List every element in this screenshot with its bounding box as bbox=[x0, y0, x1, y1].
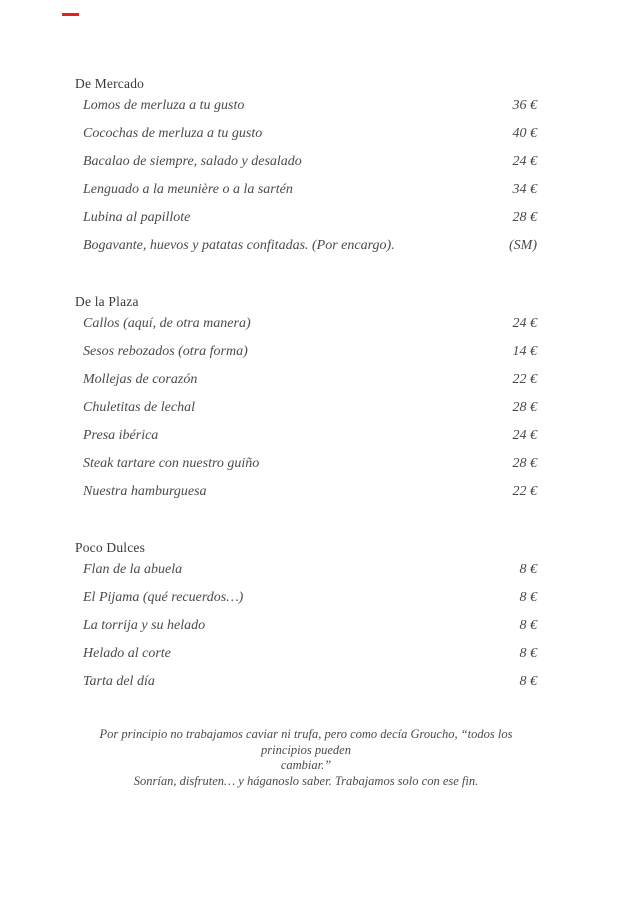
menu-item-row bbox=[75, 394, 537, 422]
dish-name: Sesos rebozados (otra forma) bbox=[83, 344, 248, 359]
menu-item-row bbox=[75, 148, 537, 176]
dish-name: Steak tartare con nuestro guiño bbox=[83, 456, 260, 471]
menu-item-row bbox=[75, 668, 537, 696]
dish-price: 28 € bbox=[512, 210, 537, 225]
dish-name: Flan de la abuela bbox=[83, 562, 183, 577]
footer-note bbox=[75, 727, 537, 789]
dish-price: 28 € bbox=[512, 400, 537, 415]
menu-items bbox=[75, 556, 537, 696]
dish-price: 8 € bbox=[519, 618, 537, 633]
menu-item-row bbox=[75, 176, 537, 204]
footer-line: Por principio no trabajamos caviar ni trufa, pero como decía Groucho, “todos los principios pueden bbox=[99, 727, 513, 757]
dish-name: Lomos de merluza a tu gusto bbox=[83, 98, 245, 113]
dish-name: Nuestra hamburguesa bbox=[83, 484, 207, 499]
dish-price: 8 € bbox=[519, 646, 537, 661]
dish-price: 8 € bbox=[519, 674, 537, 689]
menu-item-row bbox=[75, 366, 537, 394]
dish-price: 22 € bbox=[512, 484, 537, 499]
menu-item-row bbox=[75, 310, 537, 338]
menu-item-row bbox=[75, 232, 537, 260]
footer-line: cambiar.” bbox=[280, 758, 332, 772]
dish-price: 24 € bbox=[512, 154, 537, 169]
dish-price: 34 € bbox=[512, 182, 537, 197]
menu-item-row bbox=[75, 556, 537, 584]
dish-price: 40 € bbox=[512, 126, 537, 141]
menu-item-row bbox=[75, 612, 537, 640]
dish-name: La torrija y su helado bbox=[83, 618, 206, 633]
menu-content bbox=[75, 76, 537, 789]
menu-item-row bbox=[75, 478, 537, 506]
dish-price: 36 € bbox=[512, 98, 537, 113]
dish-name: Tarta del día bbox=[83, 674, 155, 689]
menu-item-row bbox=[75, 338, 537, 366]
dish-price: (SM) bbox=[509, 238, 537, 253]
menu-item-row bbox=[75, 422, 537, 450]
menu-section-de-mercado bbox=[75, 76, 537, 260]
menu-item-row bbox=[75, 640, 537, 668]
dish-name: Presa ibérica bbox=[83, 428, 159, 443]
dish-price: 24 € bbox=[512, 316, 537, 331]
dish-price: 28 € bbox=[512, 456, 537, 471]
menu-item-row bbox=[75, 450, 537, 478]
menu-items bbox=[75, 92, 537, 260]
dish-name: Bacalao de siempre, salado y desalado bbox=[83, 154, 302, 169]
dish-name: Callos (aquí, de otra manera) bbox=[83, 316, 251, 331]
menu-item-row bbox=[75, 92, 537, 120]
menu-item-row bbox=[75, 584, 537, 612]
dish-name: El Pijama (qué recuerdos…) bbox=[83, 590, 244, 605]
section-title: De la Plaza bbox=[75, 294, 139, 309]
section-title: De Mercado bbox=[75, 76, 145, 91]
footer-line: Sonrían, disfruten… y háganoslo saber. Trabajamos solo con ese fin. bbox=[133, 773, 479, 788]
menu-item-row bbox=[75, 204, 537, 232]
dish-name: Cocochas de merluza a tu gusto bbox=[83, 126, 263, 141]
dish-price: 8 € bbox=[519, 562, 537, 577]
red-dash-mark bbox=[62, 13, 79, 16]
dish-name: Lubina al papillote bbox=[83, 210, 191, 225]
menu-item-row bbox=[75, 120, 537, 148]
dish-price: 24 € bbox=[512, 428, 537, 443]
menu-items bbox=[75, 310, 537, 506]
dish-name: Mollejas de corazón bbox=[83, 372, 198, 387]
section-title: Poco Dulces bbox=[75, 540, 146, 555]
menu-section-de-la-plaza bbox=[75, 294, 537, 506]
dish-price: 22 € bbox=[512, 372, 537, 387]
dish-name: Helado al corte bbox=[83, 646, 171, 661]
dish-price: 8 € bbox=[519, 590, 537, 605]
dish-name: Chuletitas de lechal bbox=[83, 400, 195, 415]
dish-price: 14 € bbox=[512, 344, 537, 359]
menu-section-poco-dulces bbox=[75, 540, 537, 696]
dish-name: Bogavante, huevos y patatas confitadas. (Por encargo). bbox=[83, 238, 395, 253]
dish-name: Lenguado a la meunière o a la sartén bbox=[83, 182, 293, 197]
